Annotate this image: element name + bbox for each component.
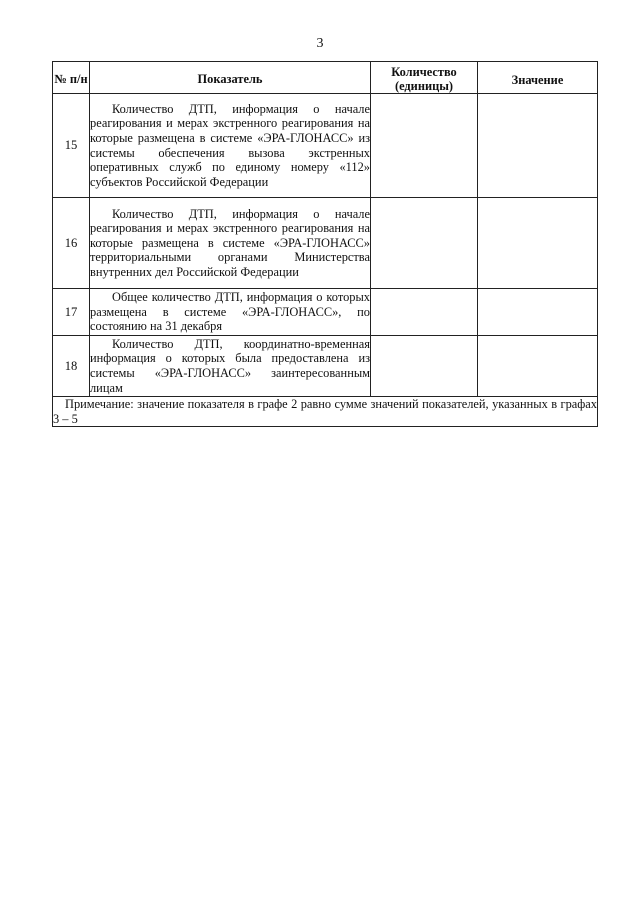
row-quantity: [371, 289, 478, 336]
table-note: Примечание: значение показателя в графе 2 равно сумме значений показателей, указанных в графах 3 – 5: [53, 397, 597, 426]
page-number: 3: [316, 36, 324, 51]
table-row: [53, 289, 598, 336]
table-row: [53, 198, 598, 289]
table-row: [53, 336, 598, 397]
table-note-row: [53, 397, 598, 427]
row-quantity: [371, 336, 478, 397]
header-quantity-line2: (единицы): [394, 78, 454, 93]
row-number: 16: [53, 198, 90, 289]
indicators-table: [52, 61, 598, 427]
row-indicator: Количество ДТП, информация о начале реагирования и мерах экстренного реагирования на которые размещена в системе «ЭРА-ГЛОНАСС» из системы обеспечения вызова экстренных оперативных служб по единому номеру «112» субъектов Российской Федерации: [90, 94, 371, 198]
header-num: № п/н: [53, 62, 90, 94]
row-quantity: [371, 94, 478, 198]
row-value: [478, 94, 598, 198]
header-quantity-line1: Количество: [391, 64, 457, 79]
table-header-row: [53, 62, 598, 94]
row-number: 15: [53, 94, 90, 198]
row-value: [478, 336, 598, 397]
row-indicator: Количество ДТП, информация о начале реагирования и мерах экстренного реагирования на которые размещена в системе «ЭРА-ГЛОНАСС» территориальными органами Министерства внутренних дел Российской Федерации: [90, 198, 371, 289]
row-value: [478, 198, 598, 289]
header-value: Значение: [478, 62, 598, 94]
row-number: 17: [53, 289, 90, 336]
header-quantity: [371, 62, 478, 94]
row-quantity: [371, 198, 478, 289]
header-indicator: Показатель: [90, 62, 371, 94]
row-number: 18: [53, 336, 90, 397]
row-indicator: Общее количество ДТП, информация о которых размещена в системе «ЭРА-ГЛОНАСС», по состоянию на 31 декабря: [90, 289, 371, 336]
row-value: [478, 289, 598, 336]
table-row: [53, 94, 598, 198]
row-indicator: Количество ДТП, координатно-временная информация о которых была предоставлена из системы «ЭРА-ГЛОНАСС» заинтересованным лицам: [90, 336, 370, 395]
